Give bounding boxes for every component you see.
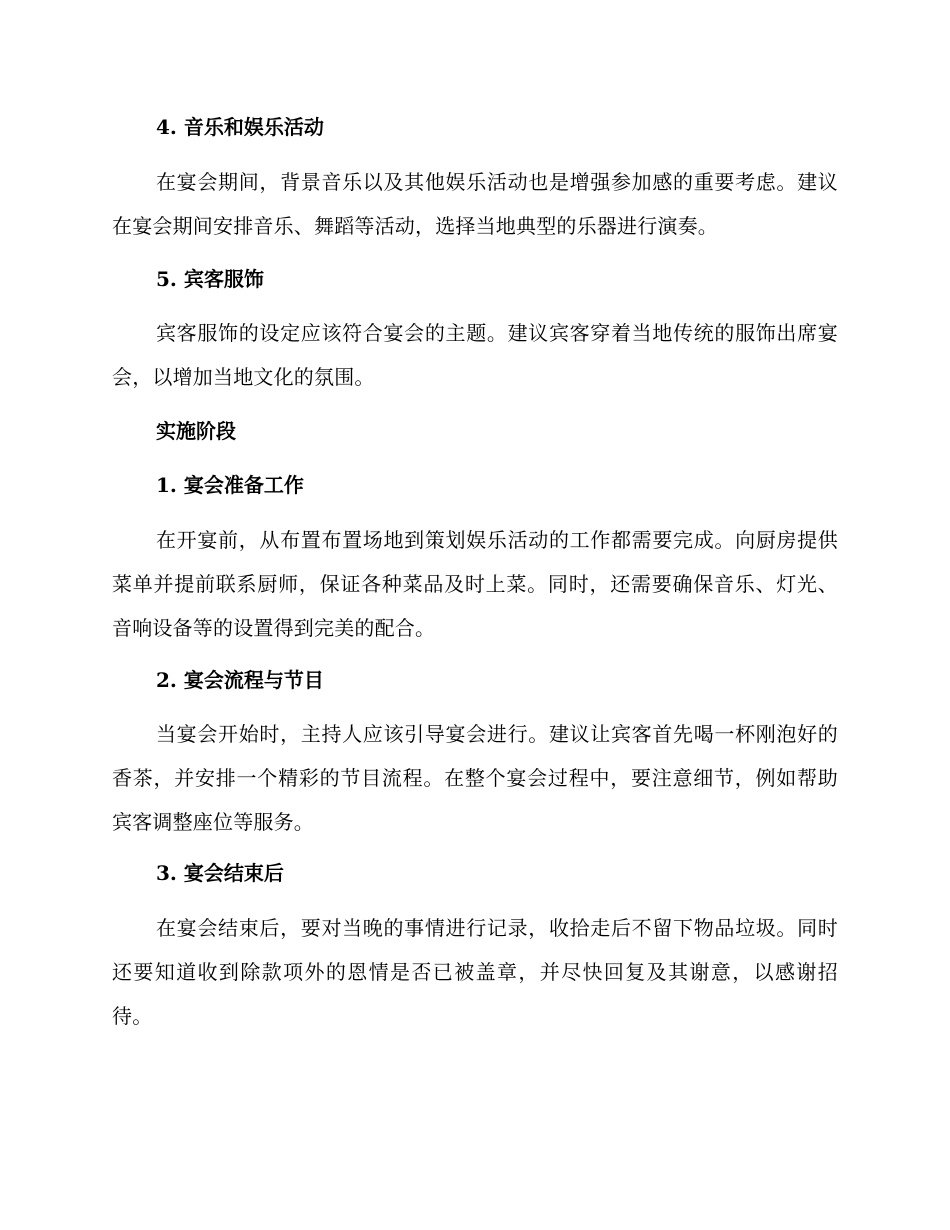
step-heading-preparation: 1. 宴会准备工作 — [156, 473, 304, 497]
section-paragraph-music: 在宴会期间，背景音乐以及其他娱乐活动也是增强参加感的重要考虑。建议在宴会期间安排音乐、舞蹈等活动，选择当地典型的乐器进行演奏。 — [112, 170, 838, 238]
section-heading-attire: 5. 宾客服饰 — [156, 267, 264, 291]
section-paragraph-attire: 宾客服饰的设定应该符合宴会的主题。建议宾客穿着当地传统的服饰出席宴会，以增加当地文化的氛围。 — [112, 321, 838, 389]
step-heading-program: 2. 宴会流程与节目 — [156, 668, 324, 692]
step-paragraph-preparation: 在开宴前，从布置布置场地到策划娱乐活动的工作都需要完成。向厨房提供菜单并提前联系厨师，保证各种菜品及时上菜。同时，还需要确保音乐、灯光、音响设备等的设置得到完美的配合。 — [112, 528, 838, 640]
stage-heading: 实施阶段 — [156, 419, 236, 443]
step-heading-after: 3. 宴会结束后 — [156, 861, 284, 885]
step-paragraph-after: 在宴会结束后，要对当晚的事情进行记录，收拾走后不留下物品垃圾。同时还要知道收到除款项外的恩情是否已被盖章，并尽快回复及其谢意，以感谢招待。 — [112, 916, 838, 1028]
section-heading-music: 4. 音乐和娱乐活动 — [156, 115, 324, 139]
step-paragraph-program: 当宴会开始时，主持人应该引导宴会进行。建议让宾客首先喝一杯刚泡好的香茶，并安排一个精彩的节目流程。在整个宴会过程中，要注意细节，例如帮助宾客调整座位等服务。 — [112, 722, 838, 834]
